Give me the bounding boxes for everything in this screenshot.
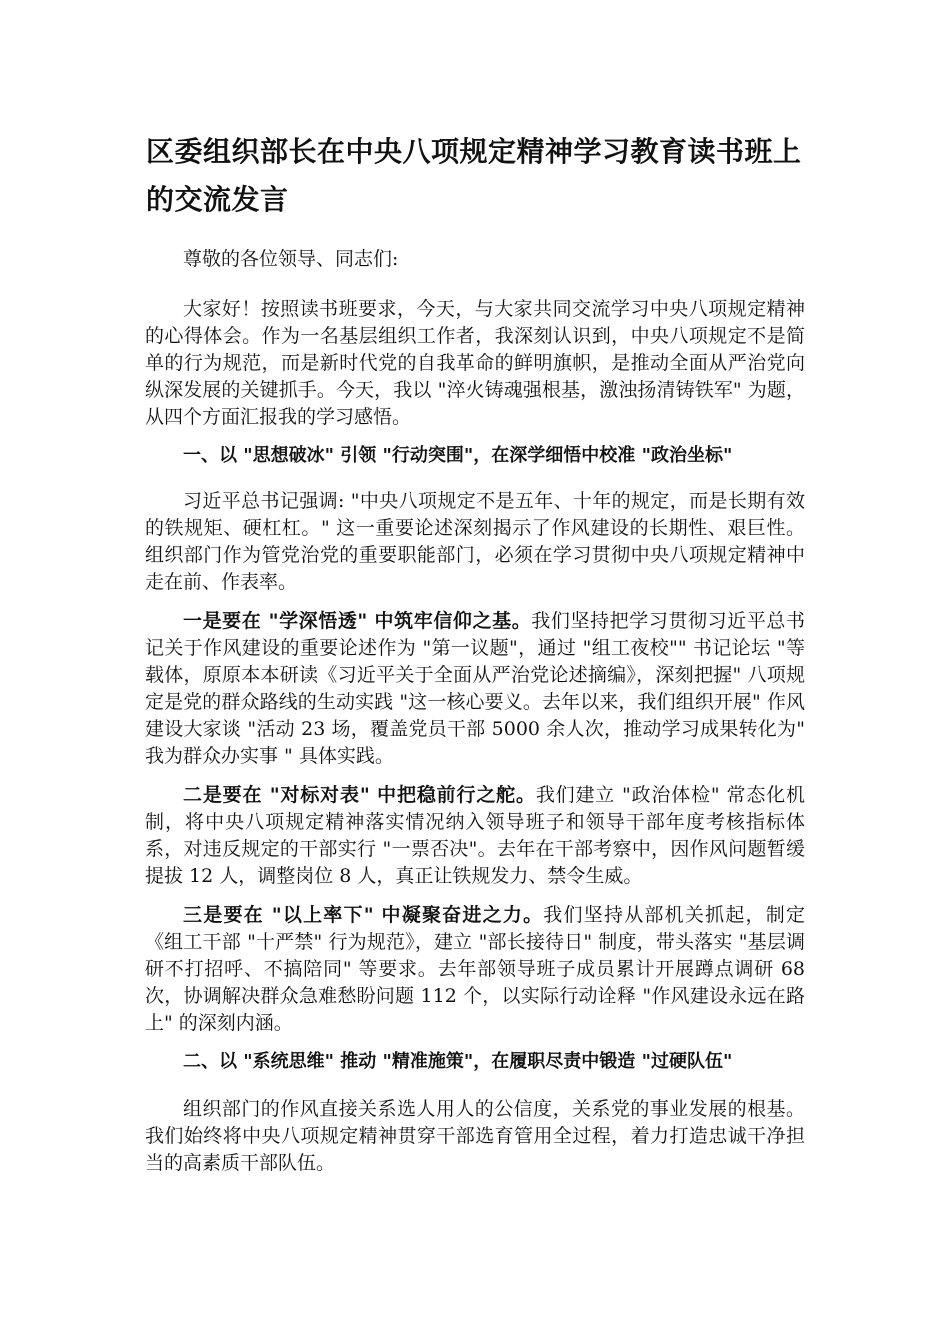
point3-lead: 三是要在 "以上率下" 中凝聚奋进之力。 <box>183 904 544 926</box>
point1-lead: 一是要在 "学深悟透" 中筑牢信仰之基。 <box>183 610 532 632</box>
intro-paragraph: 大家好！按照读书班要求，今天，与大家共同交流学习中央八项规定精神的心得体会。作为一名基层组织工作者，我深刻认识到，中央八项规定不是简单的行为规范，而是新时代党的自我革命的鲜明旗帜，是推动全面从严治党向纵深发展的关键抓手。今天，我以 "淬火铸魂强根基，激浊扬清铸铁军" 为题，从四个方面汇报我的学习感悟。 <box>145 298 805 428</box>
document-title: 区委组织部长在中央八项规定精神学习教育读书班上的交流发言 <box>146 135 802 216</box>
section2-paragraph: 组织部门的作风直接关系选人用人的公信度，关系党的事业发展的根基。我们始终将中央八项规定精神贯穿干部选育管用全过程，着力打造忠诚干净担当的高素质干部队伍。 <box>145 1098 805 1174</box>
point3-paragraph <box>145 902 805 1037</box>
salutation: 尊敬的各位领导、同志们: <box>183 248 399 270</box>
point1-paragraph <box>145 608 805 770</box>
point2-body: 我们建立 "政治体检" 常态化机制，将中央八项规定精神落实情况纳入领导班子和领导干部年度考核指标体系，对违反规定的干部实行 "一票否决"。去年在干部考察中，因作风问题暂缓提拔 12 人，调整岗位 8 人，真正让铁规发力、禁令生威。 <box>145 784 805 887</box>
section1-heading: 一、以 "思想破冰" 引领 "行动突围"，在深学细悟中校准 "政治坐标" <box>183 445 733 466</box>
section1-paragraph: 习近平总书记强调: "中央八项规定不是五年、十年的规定，而是长期有效的铁规矩、硬杠杠。" 这一重要论述深刻揭示了作风建设的长期性、艰巨性。组织部门作为管党治党的重要职能部门，必须在学习贯彻中央八项规定精神中走在前、作表率。 <box>145 490 805 593</box>
section2-heading: 二、以 "系统思维" 推动 "精准施策"，在履职尽责中锻造 "过硬队伍" <box>183 1051 733 1072</box>
point2-paragraph <box>145 782 805 890</box>
point3-body: 我们坚持从部机关抓起，制定《组工干部 "十严禁" 行为规范》，建立 "部长接待日" 制度，带头落实 "基层调研不打招呼、不搞陪同" 等要求。去年部领导班子成员累计开展蹲点调研 68 次，协调解决群众急难愁盼问题 112 个，以实际行动诠释 "作风建设永远在路上" 的深刻内涵。 <box>145 904 805 1034</box>
point2-lead: 二是要在 "对标对表" 中把稳前行之舵。 <box>183 784 536 806</box>
point1-body: 我们坚持把学习贯彻习近平总书记关于作风建设的重要论述作为 "第一议题"，通过 "组工夜校"" 书记论坛 "等载体，原原本本研读《习近平关于全面从严治党论述摘编》，深刻把握" 八项规定是党的群众路线的生动实践 "这一核心要义。去年以来，我们组织开展" 作风建设大家谈 "活动 23 场，覆盖党员干部 5000 余人次，推动学习成果转化为" 我为群众办实事 " 具体实践。 <box>145 610 805 767</box>
